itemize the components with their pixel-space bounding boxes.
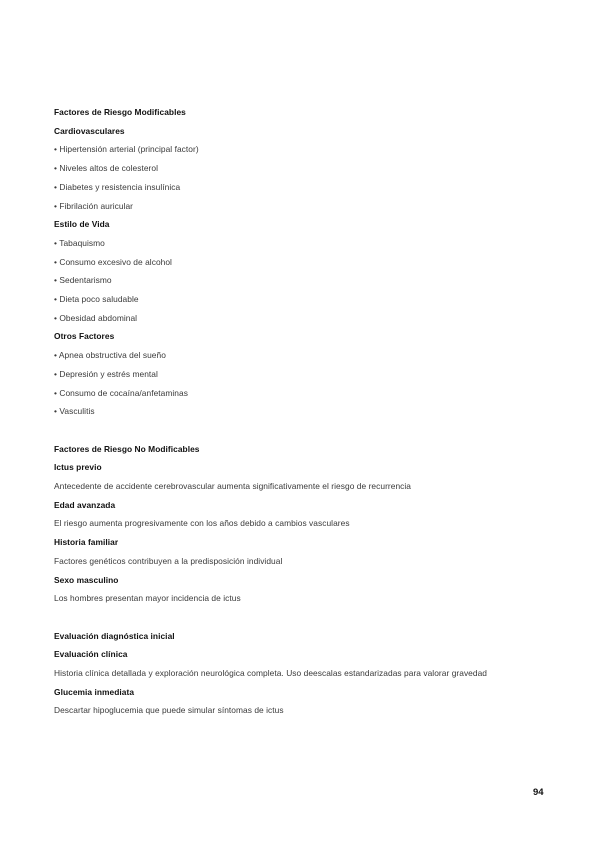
group-heading: Ictus previo [54,462,102,473]
group-heading: Cardiovasculares [54,125,125,136]
bullet-item: • Apnea obstructiva del sueño [54,350,166,361]
group-heading: Estilo de Vida [54,219,110,230]
bullet-item: • Vasculitis [54,406,95,417]
bullet-item: • Consumo excesivo de alcohol [54,256,172,267]
description-text: El riesgo aumenta progresivamente con los años debido a cambios vasculares [54,518,350,529]
bullet-item: • Tabaquismo [54,237,105,248]
group-heading: Historia familiar [54,537,119,548]
section-title: Factores de Riesgo Modificables [54,107,186,117]
group-heading: Evaluación clínica [54,649,128,660]
group-heading: Glucemia inmediata [54,686,135,697]
section-title: Evaluación diagnóstica inicial [54,630,175,641]
bullet-item: • Diabetes y resistencia insulínica [54,181,181,192]
description-text: Historia clínica detallada y exploración neurológica completa. Uso deescalas estandarizadas para valorar gravedad [54,668,488,678]
description-text: Los hombres presentan mayor incidencia de ictus [54,593,241,604]
bullet-item: • Hipertensión arterial (principal factor) [54,144,199,155]
group-heading: Sexo masculino [54,574,119,585]
page-number: 94 [533,787,544,798]
bullet-item: • Depresión y estrés mental [54,368,158,379]
bullet-item: • Niveles altos de colesterol [54,163,158,174]
bullet-item: • Fibrilación auricular [54,200,134,211]
bullet-item: • Obesidad abdominal [54,312,138,323]
description-text: Descartar hipoglucemia que puede simular síntomas de ictus [54,705,284,716]
group-heading: Otros Factores [54,331,115,342]
group-heading: Edad avanzada [54,499,116,510]
bullet-item: • Consumo de cocaína/anfetaminas [54,387,188,398]
bullet-item: • Dieta poco saludable [54,294,139,304]
description-text: Antecedente de accidente cerebrovascular aumenta significativamente el riesgo de recurrencia [54,481,412,491]
description-text: Factores genéticos contribuyen a la predisposición individual [54,555,283,566]
section-title: Factores de Riesgo No Modificables [54,443,200,454]
bullet-item: • Sedentarismo [54,275,112,286]
